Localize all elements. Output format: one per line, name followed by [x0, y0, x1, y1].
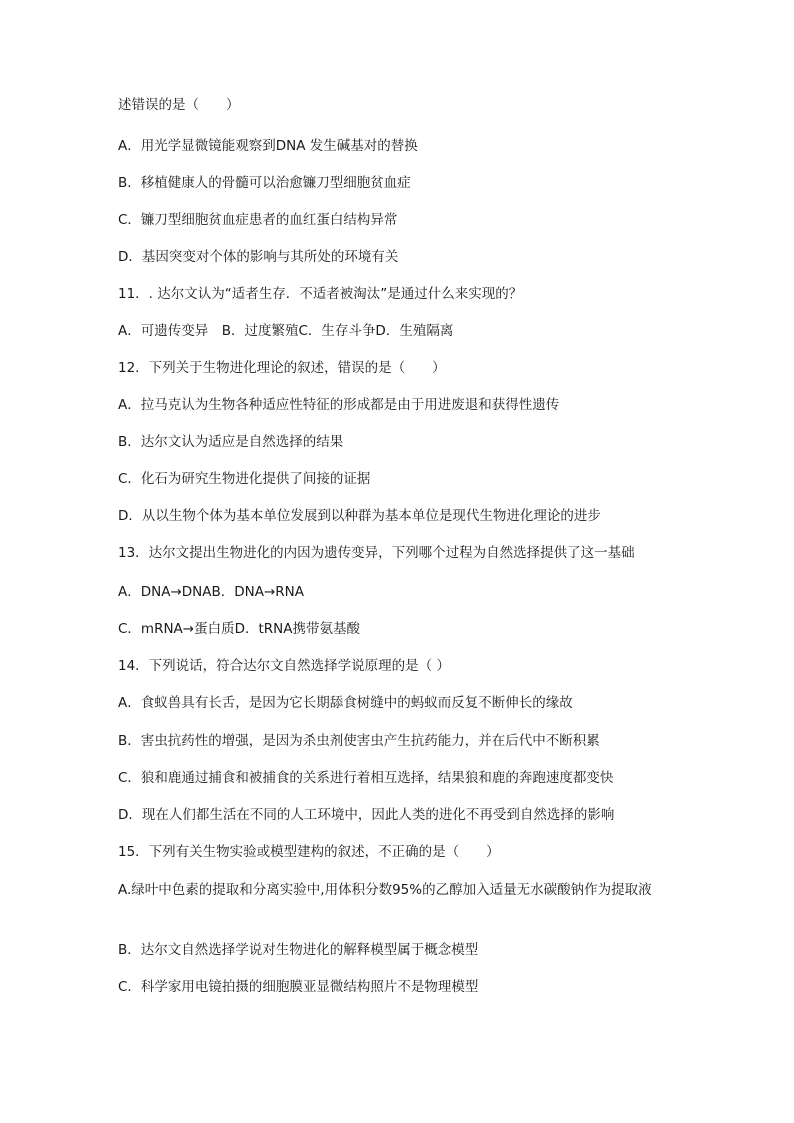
q11-options: A．可遗传变异 B．过度繁殖C．生存斗争D．生殖隔离: [118, 323, 454, 339]
q14-option-d: D．现在人们都生活在不同的人工环境中，因此人类的进化不再受到自然选择的影响: [118, 807, 615, 823]
q13-options-ab: A．DNA→DNAB．DNA→RNA: [118, 584, 305, 600]
q12-stem: 12．下列关于生物进化理论的叙述，错误的是（ ）: [118, 360, 446, 376]
q13-options-cd: C．mRNA→蛋白质D．tRNA携带氨基酸: [118, 621, 361, 637]
q10-option-d: D．基因突变对个体的影响与其所处的环境有关: [118, 249, 399, 265]
q14-option-c: C．狼和鹿通过捕食和被捕食的关系进行着相互选择，结果狼和鹿的奔跑速度都变快: [118, 770, 614, 786]
q10-option-b: B．移植健康人的骨髓可以治愈镰刀型细胞贫血症: [118, 175, 411, 191]
q12-option-b: B．达尔文认为适应是自然选择的结果: [118, 434, 344, 450]
q13-stem: 13．达尔文提出生物进化的内因为遗传变异，下列哪个过程为自然选择提供了这一基础: [118, 545, 635, 561]
q15-option-c: C．科学家用电镜拍摄的细胞膜亚显微结构照片不是物理模型: [118, 979, 479, 995]
q15-option-a: A.绿叶中色素的提取和分离实验中,用体积分数95%的乙醇加入适量无水碳酸钠作为提取液: [118, 882, 652, 898]
q11-stem: 11．. 达尔文认为“适者生存．不适者被淘汰”是通过什么来实现的？: [118, 286, 523, 302]
q10-option-c: C．镰刀型细胞贫血症患者的血红蛋白结构异常: [118, 212, 398, 228]
q12-option-a: A．拉马克认为生物各种适应性特征的形成都是由于用进废退和获得性遗传: [118, 397, 560, 413]
q12-option-c: C．化石为研究生物进化提供了间接的证据: [118, 471, 371, 487]
q10-stem-continuation: 述错误的是（ ）: [118, 97, 240, 113]
q15-stem: 15．下列有关生物实验或模型建构的叙述，不正确的是（ ）: [118, 844, 500, 860]
q15-option-b: B．达尔文自然选择学说对生物进化的解释模型属于概念模型: [118, 942, 479, 958]
q10-option-a: A．用光学显微镜能观察到DNA 发生碱基对的替换: [118, 138, 418, 154]
q14-option-b: B．害虫抗药性的增强，是因为杀虫剂使害虫产生抗药能力，并在后代中不断积累: [118, 733, 600, 749]
q14-option-a: A．食蚁兽具有长舌，是因为它长期舔食树缝中的蚂蚁而反复不断伸长的缘故: [118, 695, 573, 711]
q14-stem: 14．下列说话，符合达尔文自然选择学说原理的是（ ）: [118, 658, 450, 674]
q12-option-d: D．从以生物个体为基本单位发展到以种群为基本单位是现代生物进化理论的进步: [118, 508, 601, 524]
